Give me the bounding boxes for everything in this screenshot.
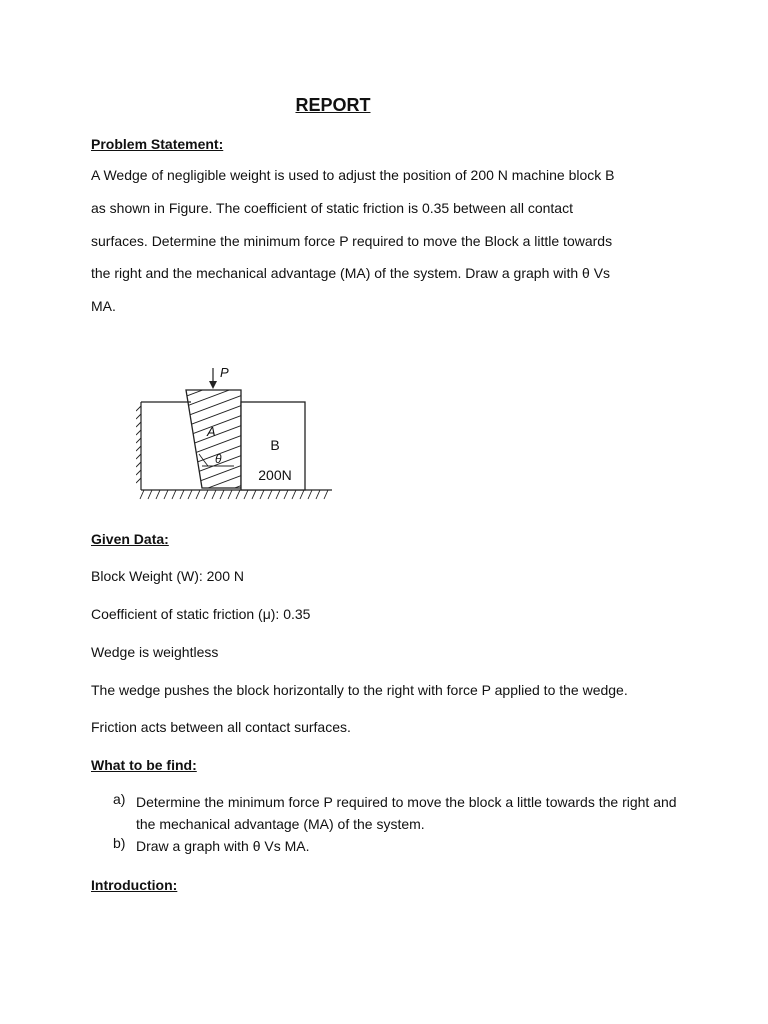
left-wall-hatching bbox=[136, 406, 141, 483]
block-label: B bbox=[270, 437, 280, 453]
given-item: Block Weight (W): 200 N bbox=[91, 568, 245, 584]
force-arrowhead bbox=[209, 381, 217, 389]
angle-arc bbox=[199, 454, 208, 466]
weight-label: 200N bbox=[258, 467, 292, 483]
problem-line: MA. bbox=[91, 298, 116, 314]
introduction-heading: Introduction: bbox=[91, 877, 178, 893]
list-marker: a) bbox=[113, 791, 126, 807]
floor-hatching bbox=[140, 490, 328, 499]
problem-line: as shown in Figure. The coefficient of static friction is 0.35 between all contact bbox=[91, 200, 573, 216]
problem-line: surfaces. Determine the minimum force P required to move the Block a little towards bbox=[91, 233, 613, 249]
given-item: Wedge is weightless bbox=[91, 644, 219, 660]
list-marker: b) bbox=[113, 835, 126, 851]
problem-line: A Wedge of negligible weight is used to adjust the position of 200 N machine block B bbox=[91, 167, 615, 183]
force-label: P bbox=[220, 365, 229, 380]
given-item: Coefficient of static friction (μ): 0.35 bbox=[91, 606, 311, 622]
report-title: REPORT bbox=[295, 95, 371, 115]
wedge-block-figure bbox=[136, 362, 336, 507]
wedge-label: A bbox=[207, 424, 216, 439]
problem-line: the right and the mechanical advantage (MA) of the system. Draw a graph with θ Vs bbox=[91, 265, 611, 281]
given-item: Friction acts between all contact surfaces. bbox=[91, 719, 351, 735]
what-to-find-heading: What to be find: bbox=[91, 757, 197, 773]
problem-statement-heading: Problem Statement: bbox=[91, 136, 224, 152]
list-text: Draw a graph with θ Vs MA. bbox=[136, 838, 310, 854]
list-text: Determine the minimum force P required to move the block a little towards the right and the mechanical advantage (MA) of the system. bbox=[136, 794, 677, 832]
given-item: The wedge pushes the block horizontally to the right with force P applied to the wedge. bbox=[91, 682, 628, 698]
angle-label: θ bbox=[215, 452, 222, 466]
given-data-heading: Given Data: bbox=[91, 531, 169, 547]
